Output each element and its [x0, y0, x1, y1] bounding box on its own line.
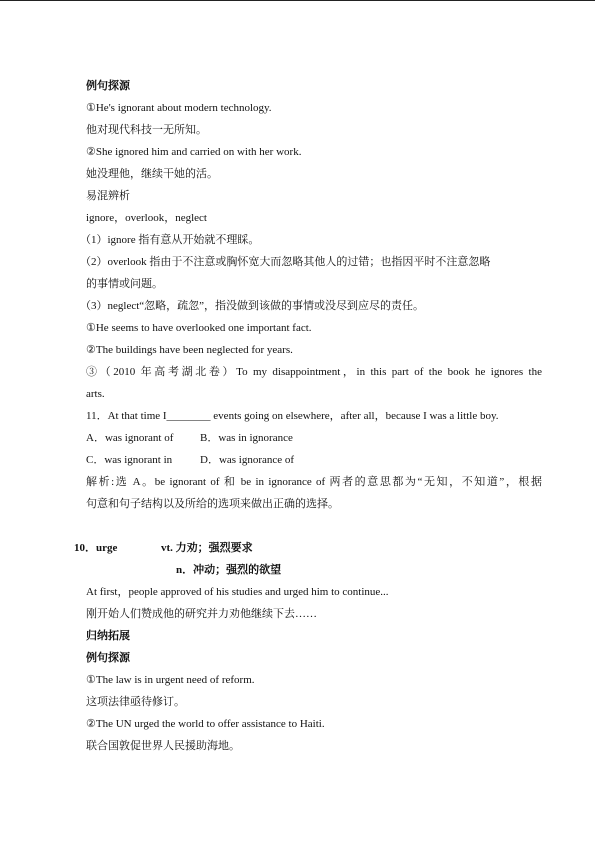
definition-overlook-line1: （2）overlook 指由于不注意或胸怀宽大而忽略其他人的过错；也指因平时不注意忽略: [80, 256, 491, 268]
entry-number-urge: 10．urge: [74, 542, 118, 554]
urge-sentence-en: At first，people approved of his studies and urged him to continue...: [86, 586, 389, 598]
example-neglect: ②The buildings have been neglected for years.: [86, 344, 293, 356]
urge-noun-meaning: n．冲动；强烈的欲望: [176, 564, 282, 576]
urge-example-2-zh: 联合国敦促世界人民援助海地。: [86, 740, 240, 752]
urge-example-1-en: ①The law is in urgent need of reform.: [86, 674, 255, 686]
example-sentence-1-en: ①He's ignorant about modern technology.: [86, 102, 272, 114]
heading-examples: 例句探源: [86, 80, 130, 92]
heading-confusion: 易混辨析: [86, 190, 130, 202]
options-row-1: [86, 431, 293, 445]
top-border-line: [0, 0, 595, 1]
option-d: D．was ignorance of: [200, 454, 295, 466]
definition-ignore: （1）ignore 指有意从开始就不理睬。: [80, 234, 260, 246]
example-ignore-line1: ③（2010 年高考湖北卷）To my disappointment，in this part of the book he ignores the: [86, 366, 542, 378]
confusable-words: ignore，overlook，neglect: [86, 212, 207, 224]
example-overlook: ①He seems to have overlooked one important fact.: [86, 322, 312, 334]
definition-overlook-line2: 的事情或问题。: [86, 278, 163, 290]
option-b: B．was in ignorance: [200, 432, 293, 444]
urge-example-2-en: ②The UN urged the world to offer assistance to Haiti.: [86, 718, 325, 730]
heading-summary: 归纳拓展: [86, 630, 130, 642]
example-sentence-2-zh: 她没理他，继续干她的活。: [86, 168, 218, 180]
urge-verb-meaning: vt. 力劝；强烈要求: [161, 542, 253, 554]
analysis-line1: 解析:选 A。be ignorant of 和 be in ignorance of 两者的意思都为“无知，不知道”，根据: [86, 476, 542, 488]
example-ignore-line2: arts.: [86, 388, 105, 400]
example-sentence-1-zh: 他对现代科技一无所知。: [86, 124, 207, 136]
definition-neglect: （3）neglect“忽略，疏忽”，指没做到该做的事情或没尽到应尽的责任。: [80, 300, 425, 312]
options-row-2: [86, 453, 294, 467]
analysis-line2: 句意和句子结构以及所给的选项来做出正确的选择。: [86, 498, 339, 510]
option-c: C．was ignorant in: [86, 454, 173, 466]
urge-sentence-zh: 刚开始人们赞成他的研究并力劝他继续下去……: [86, 608, 317, 620]
heading-examples-2: 例句探源: [86, 652, 130, 664]
urge-example-1-zh: 这项法律亟待修订。: [86, 696, 185, 708]
option-a: A．was ignorant of: [86, 432, 174, 444]
question-stem: 11．At that time I________ events going on elsewhere，after all，because I was a little boy.: [86, 410, 499, 422]
example-sentence-2-en: ②She ignored him and carried on with her work.: [86, 146, 302, 158]
